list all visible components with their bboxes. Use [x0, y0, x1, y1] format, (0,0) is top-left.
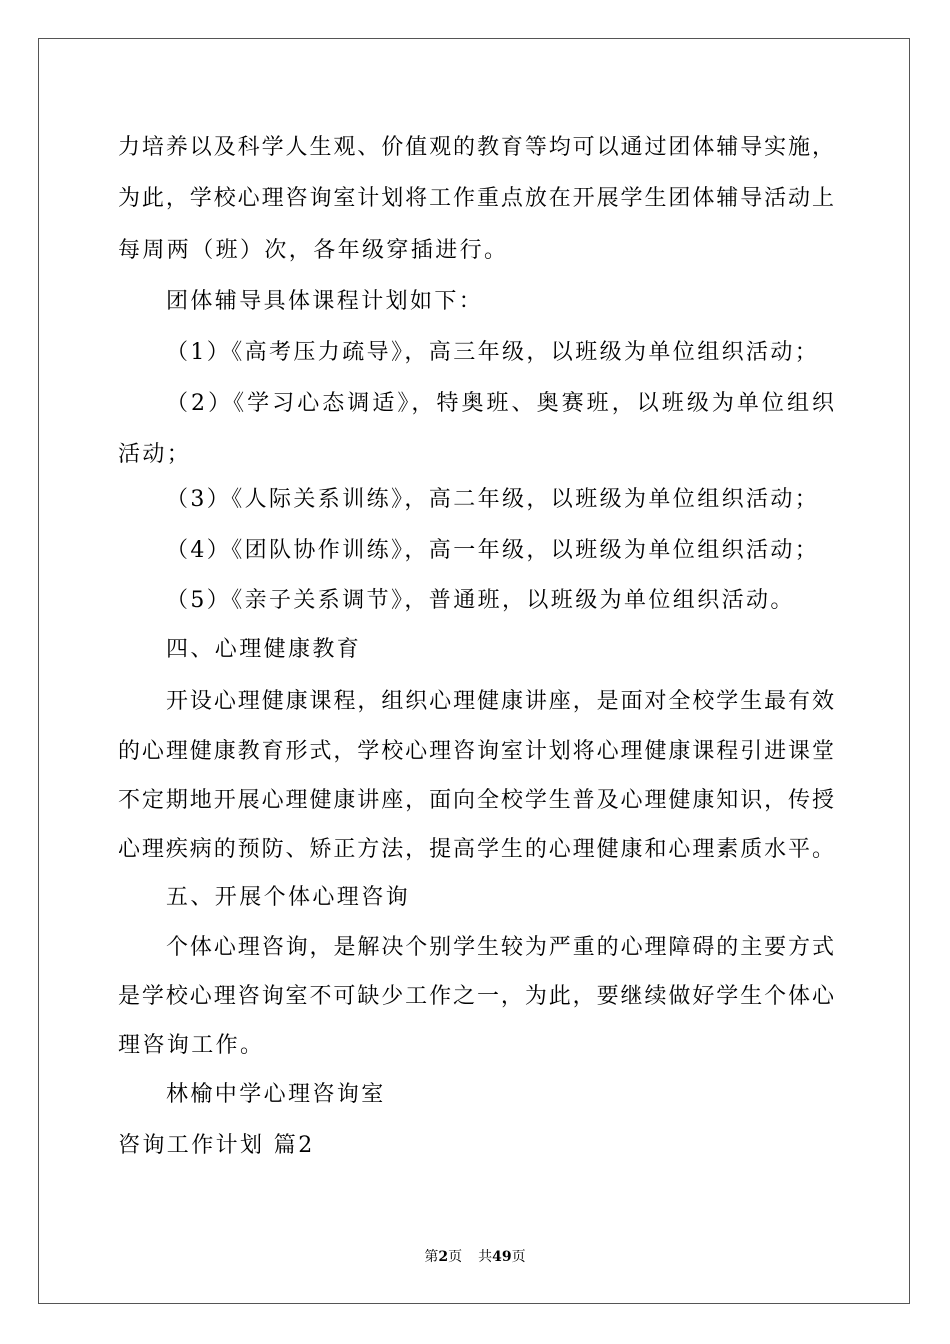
page-border: [38, 38, 910, 1304]
body-text-line: 开设心理健康课程，组织心理健康讲座，是面对全校学生最有效: [166, 689, 834, 714]
body-text-line: 每周两（班）次，各年级穿插进行。: [118, 238, 509, 263]
body-text-line: 为此，学校心理咨询室计划将工作重点放在开展学生团体辅导活动上: [118, 186, 834, 211]
body-text-line: 理咨询工作。: [118, 1033, 265, 1058]
body-text-line: 是学校心理咨询室不可缺少工作之一，为此，要继续做好学生个体心: [118, 984, 834, 1009]
body-text-line: 不定期地开展心理健康讲座，面向全校学生普及心理健康知识，传授: [118, 788, 834, 813]
total-pages: 49: [492, 1249, 512, 1265]
body-text-line: 团体辅导具体课程计划如下：: [166, 289, 484, 314]
body-text-line: 的心理健康教育形式，学校心理咨询室计划将心理健康课程引进课堂: [118, 739, 834, 764]
list-item: （3）《人际关系训练》，高二年级，以班级为单位组织活动；: [166, 487, 820, 512]
total-prefix: 共: [478, 1249, 493, 1265]
list-item: （2）《学习心态调适》，特奥班、奥赛班，以班级为单位组织: [166, 391, 834, 416]
section-heading: 五、开展个体心理咨询: [166, 885, 411, 910]
list-item-continuation: 活动；: [118, 442, 192, 467]
body-text-line: 个体心理咨询，是解决个别学生较为严重的心理障碍的主要方式: [166, 935, 834, 960]
page-number: 2: [438, 1249, 449, 1265]
list-item: （5）《亲子关系调节》，普通班，以班级为单位组织活动。: [166, 588, 795, 613]
page-prefix: 第: [424, 1249, 439, 1265]
body-text-line: 心理疾病的预防、矫正方法，提高学生的心理健康和心理素质水平。: [118, 837, 834, 862]
page-suffix: 页: [448, 1249, 463, 1265]
total-suffix: 页: [511, 1249, 526, 1265]
signature-line: 林榆中学心理咨询室: [166, 1082, 386, 1107]
list-item: （4）《团队协作训练》，高一年级，以班级为单位组织活动；: [166, 538, 820, 563]
section-heading: 四、心理健康教育: [166, 637, 362, 662]
list-item: （1）《高考压力疏导》，高三年级，以班级为单位组织活动；: [166, 340, 820, 365]
body-text-line: 力培养以及科学人生观、价值观的教育等均可以通过团体辅导实施，: [118, 135, 834, 160]
page-footer: [0, 1248, 950, 1266]
document-title: 咨询工作计划 篇2: [118, 1133, 315, 1158]
